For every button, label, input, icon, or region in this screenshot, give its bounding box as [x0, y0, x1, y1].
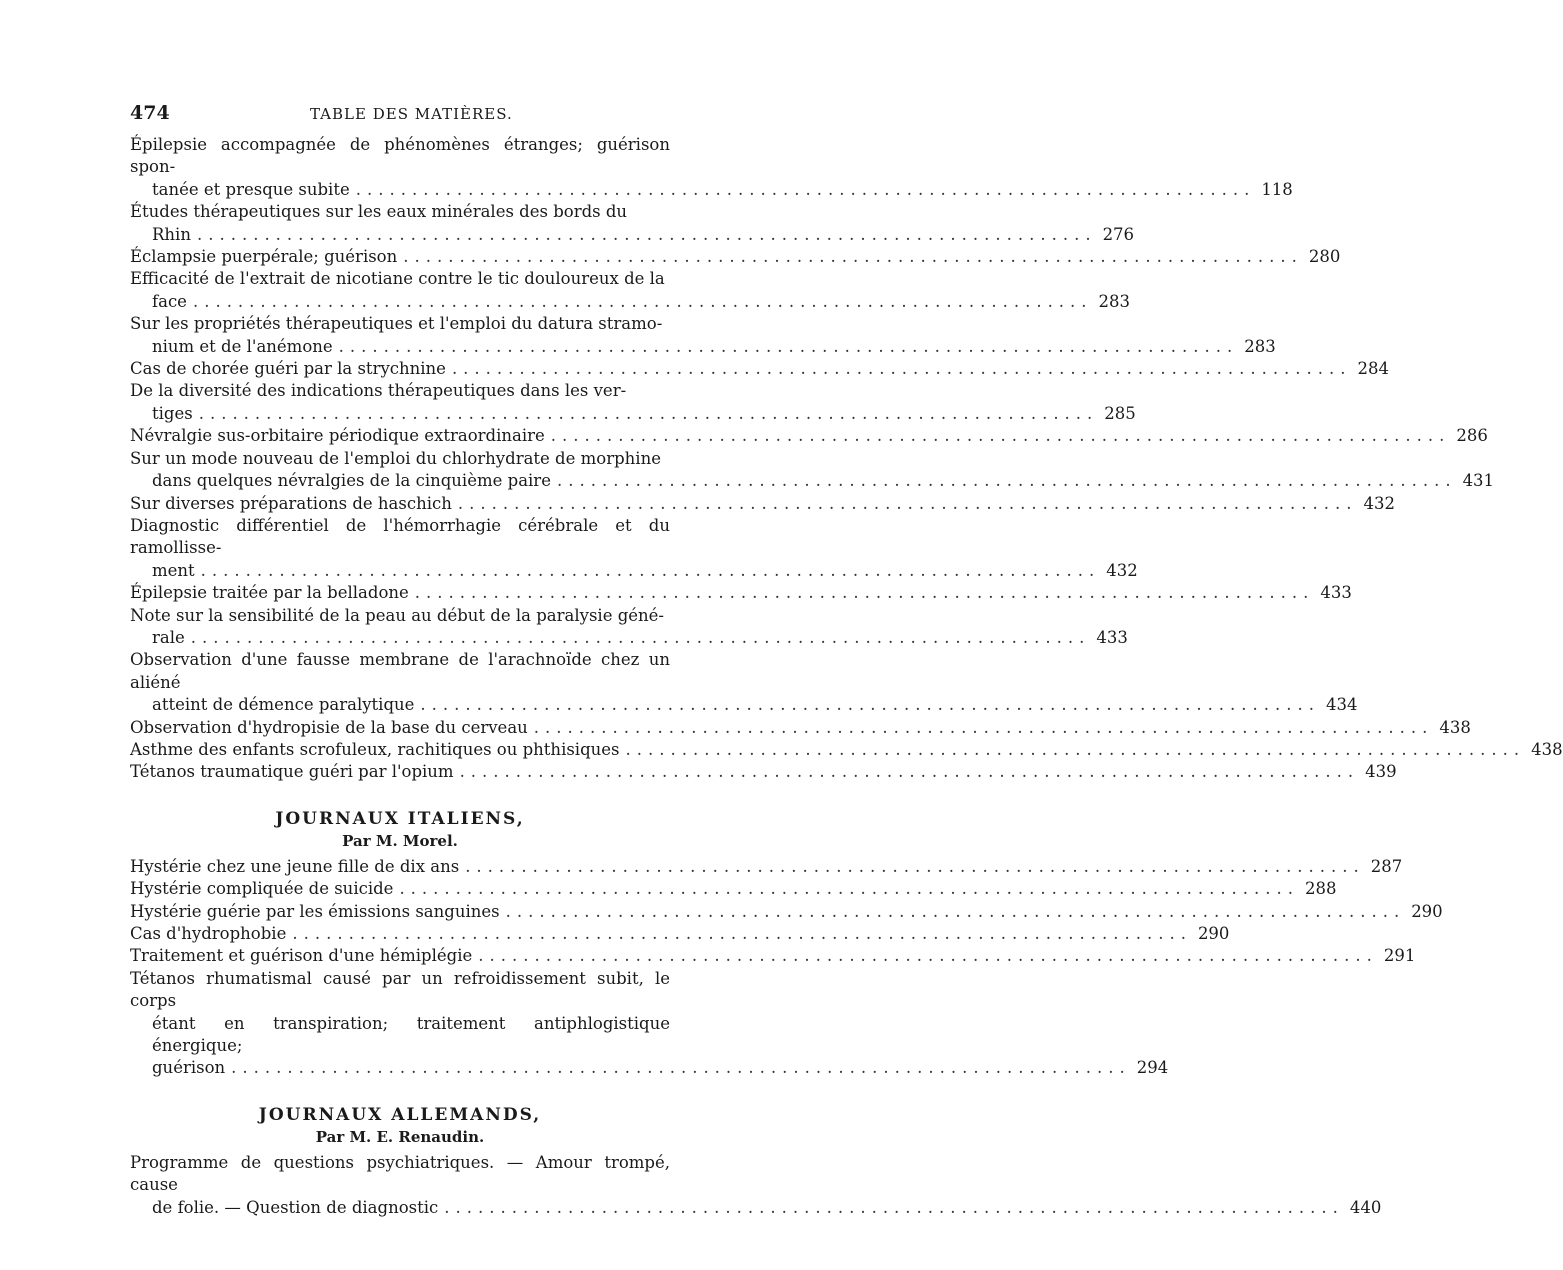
entry-text-line: Diagnostic différentiel de l'hémorrhagie cérébrale et du ramollisse- — [130, 515, 670, 558]
entry-page-number: 288 — [1305, 879, 1337, 899]
dot-leader: ................................................................................ — [414, 583, 1315, 603]
entry-last-line — [130, 1057, 1169, 1079]
entry-title: Hystérie chez une jeune fille de dix ans — [130, 856, 460, 876]
toc-entry — [130, 134, 1293, 201]
toc-entry — [130, 358, 1390, 380]
section-author-italian: Par M. Morel. — [342, 831, 458, 850]
toc-entry — [130, 761, 1397, 783]
dot-leader: ................................................................................ — [533, 717, 1434, 737]
entry-title: atteint de démence paralytique — [152, 695, 415, 715]
toc-entry — [130, 856, 1403, 878]
entry-title: Traitement et guérison d'une hémiplégie — [130, 946, 473, 966]
entry-last-line — [130, 856, 1403, 878]
entry-title: rale — [152, 627, 185, 647]
running-title: TABLE DES MATIÈRES. — [310, 105, 513, 123]
toc-entry — [130, 201, 1135, 246]
entry-last-line — [130, 493, 1395, 515]
entry-title: nium et de l'anémone — [152, 336, 333, 356]
entry-page-number: 294 — [1136, 1058, 1169, 1078]
dot-leader: ................................................................................ — [505, 901, 1406, 921]
dot-leader: ................................................................................ — [200, 560, 1101, 580]
page-number: 474 — [130, 102, 170, 124]
toc-entry — [130, 717, 1471, 739]
entry-last-line — [130, 224, 1135, 246]
dot-leader: ................................................................................ — [292, 924, 1192, 943]
entry-text-line: étant en transpiration; traitement antiphlogistique énergique; — [152, 1013, 670, 1056]
toc-entry — [130, 649, 1358, 716]
entry-page-number: 439 — [1365, 762, 1397, 782]
entry-title: Cas de chorée guéri par la strychnine — [130, 359, 446, 379]
entry-text-line: Programme de questions psychiatriques. — Amour trompé, cause — [130, 1152, 670, 1195]
toc-entry — [130, 968, 1169, 1080]
dot-leader: ................................................................................ — [198, 403, 1099, 423]
entry-last-line — [130, 179, 1293, 201]
entry-page-number: 283 — [1244, 336, 1276, 356]
entry-page-number: 434 — [1326, 695, 1358, 715]
dot-leader: ................................................................................ — [457, 493, 1358, 513]
entry-page-number: 284 — [1357, 359, 1390, 379]
dot-leader: ................................................................................ — [355, 179, 1256, 199]
toc-entry — [130, 493, 1395, 515]
entry-page-number: 285 — [1104, 403, 1136, 423]
entry-page-number: 432 — [1106, 560, 1138, 580]
dot-leader: ................................................................................ — [231, 1058, 1131, 1078]
entry-page-number: 438 — [1531, 739, 1563, 759]
entry-page-number: 290 — [1197, 924, 1230, 943]
entry-last-line — [130, 739, 1563, 761]
dot-leader: ................................................................................ — [338, 336, 1239, 356]
entry-text-line: Épilepsie accompagnée de phénomènes étranges; guérison spon- — [130, 135, 670, 177]
entry-title: guérison — [152, 1058, 226, 1078]
entry-last-line — [130, 717, 1471, 739]
entry-page-number: 287 — [1370, 856, 1403, 876]
section-title-italian: JOURNAUX ITALIENS, — [275, 808, 525, 829]
toc-entry — [130, 582, 1352, 604]
entry-last-line — [130, 1197, 1382, 1219]
entry-page-number: 432 — [1363, 493, 1395, 513]
entry-title: Observation d'hydropisie de la base du cerveau — [130, 717, 528, 737]
entry-title: ment — [152, 560, 195, 580]
entry-page-number: 431 — [1462, 471, 1495, 491]
entry-last-line — [130, 627, 1128, 649]
entry-title: Sur diverses préparations de haschich — [130, 493, 452, 513]
dot-leader: ................................................................................ — [192, 291, 1093, 311]
entry-last-line — [130, 403, 1136, 425]
entry-page-number: 433 — [1320, 583, 1352, 603]
entry-title: Cas d'hydrophobie — [130, 924, 287, 943]
entry-last-line — [130, 901, 1443, 923]
entry-title: tanée et presque subite — [152, 179, 350, 199]
dot-leader: ................................................................................ — [465, 856, 1365, 876]
entry-title: Hystérie compliquée de suicide — [130, 879, 394, 899]
entry-title: dans quelques névralgies de la cinquième paire — [152, 471, 551, 491]
entry-list-italian — [130, 856, 1443, 1080]
entry-last-line — [130, 470, 1495, 492]
entry-title: Névralgie sus-orbitaire périodique extraordinaire — [130, 426, 545, 446]
dot-leader: ................................................................................ — [556, 471, 1457, 491]
dot-leader: ................................................................................ — [459, 762, 1360, 782]
dot-leader: ................................................................................ — [625, 739, 1526, 759]
toc-entry — [130, 945, 1416, 967]
entry-list-german — [130, 1152, 1382, 1219]
toc-entry — [130, 515, 1138, 582]
section-author-german: Par M. E. Renaudin. — [315, 1127, 485, 1146]
entry-text-line: Note sur la sensibilité de la peau au début de la paralysie géné- — [130, 605, 665, 625]
entry-last-line — [130, 945, 1416, 967]
toc-entry — [130, 448, 1495, 493]
toc-entry — [130, 901, 1443, 923]
dot-leader: ................................................................................ — [451, 359, 1352, 379]
section-title-german: JOURNAUX ALLEMANDS, — [258, 1104, 542, 1125]
entry-title: face — [152, 291, 187, 311]
entry-page-number: 283 — [1098, 291, 1131, 311]
entry-last-line — [130, 336, 1276, 358]
entry-text-line: De la diversité des indications thérapeutiques dans les ver- — [130, 381, 627, 401]
entry-last-line — [130, 694, 1358, 716]
toc-entry — [130, 605, 1128, 650]
entry-page-number: 291 — [1383, 946, 1416, 966]
entry-text-line: Efficacité de l'extrait de nicotiane contre le tic douloureux de la — [130, 269, 665, 289]
dot-leader: ................................................................................ — [190, 627, 1091, 647]
entry-text-line: Sur les propriétés thérapeutiques et l'emploi du datura stramo- — [130, 314, 663, 334]
dot-leader: ................................................................................ — [399, 879, 1300, 899]
entry-title: Tétanos traumatique guéri par l'opium — [130, 762, 454, 782]
entry-page-number: 438 — [1439, 717, 1471, 737]
entry-last-line — [130, 761, 1397, 783]
dot-leader: ................................................................................ — [444, 1197, 1344, 1217]
dot-leader: ................................................................................ — [196, 224, 1097, 244]
toc-entry — [130, 425, 1488, 447]
entry-page-number: 440 — [1349, 1197, 1382, 1217]
entry-page-number: 276 — [1102, 224, 1135, 244]
entry-page-number: 433 — [1096, 627, 1128, 647]
entry-page-number: 290 — [1411, 901, 1443, 921]
entry-text-line: Tétanos rhumatismal causé par un refroidissement subit, le corps — [130, 968, 670, 1011]
toc-entry — [130, 923, 1230, 945]
page-header — [130, 102, 670, 132]
table-of-contents — [130, 134, 1563, 1219]
entry-page-number: 118 — [1261, 179, 1293, 199]
entry-title: de folie. — Question de diagnostic — [152, 1197, 439, 1217]
entry-last-line — [130, 246, 1341, 268]
entry-text-line: Études thérapeutiques sur les eaux minérales des bords du — [130, 202, 628, 222]
entry-last-line — [130, 582, 1352, 604]
toc-entry — [130, 739, 1563, 761]
entry-title: Éclampsie puerpérale; guérison — [130, 247, 398, 267]
entry-title: Rhin — [152, 224, 191, 244]
entry-title: Épilepsie traitée par la belladone — [130, 583, 409, 603]
entry-title: tiges — [152, 403, 193, 423]
entry-last-line — [130, 560, 1138, 582]
entry-last-line — [130, 425, 1488, 447]
dot-leader: ................................................................................ — [403, 247, 1303, 267]
entry-page-number: 280 — [1308, 247, 1341, 267]
entry-title: Hystérie guérie par les émissions sanguines — [130, 901, 500, 921]
entry-list-main — [130, 134, 1563, 784]
entry-last-line — [130, 291, 1131, 313]
toc-entry — [130, 246, 1341, 268]
toc-entry — [130, 380, 1136, 425]
entry-last-line — [130, 878, 1337, 900]
toc-entry — [130, 1152, 1382, 1219]
dot-leader: ................................................................................ — [478, 946, 1378, 966]
toc-entry — [130, 878, 1337, 900]
dot-leader: ................................................................................ — [420, 695, 1321, 715]
toc-entry — [130, 268, 1131, 313]
entry-text-line: Sur un mode nouveau de l'emploi du chlorhydrate de morphine — [130, 448, 661, 468]
entry-last-line — [130, 923, 1230, 945]
entry-page-number: 286 — [1456, 426, 1488, 446]
entry-text-line: Observation d'une fausse membrane de l'arachnoïde chez un aliéné — [130, 650, 670, 692]
dot-leader: ................................................................................ — [550, 426, 1451, 446]
entry-title: Asthme des enfants scrofuleux, rachitiques ou phthisiques — [130, 739, 620, 759]
toc-entry — [130, 313, 1276, 358]
entry-last-line — [130, 358, 1390, 380]
